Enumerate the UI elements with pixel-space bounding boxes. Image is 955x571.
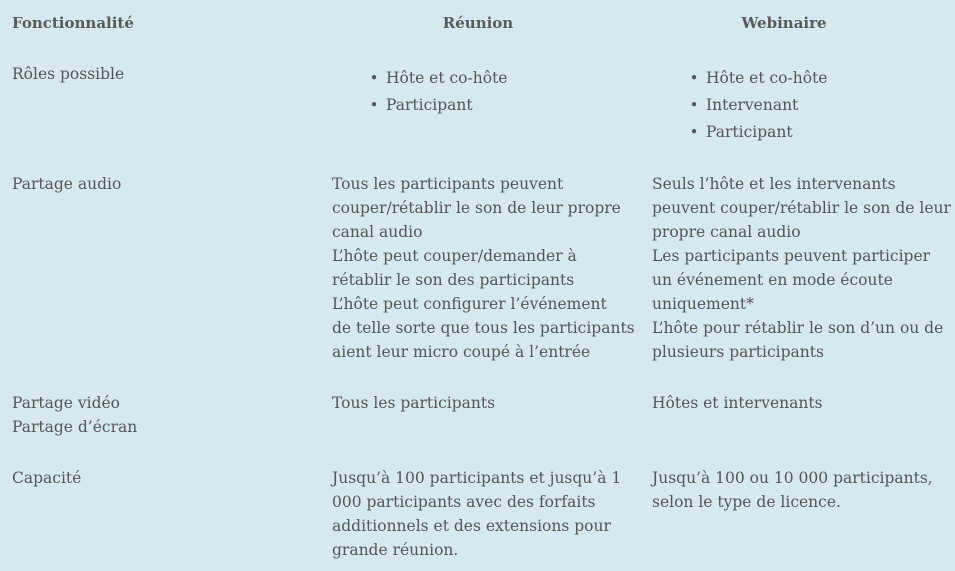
bullet-icon: • xyxy=(689,69,699,87)
capacity-webinar-text: Jusqu’à 100 ou 10 000 participants, selon le type de licence. xyxy=(652,469,933,511)
video-webinar-text: Hôtes et intervenants xyxy=(652,394,823,412)
video-meeting-text: Tous les participants xyxy=(332,394,496,412)
row-label-video: Partage vidéo Partage d’écran xyxy=(12,394,138,436)
list-item: • Participant xyxy=(362,92,507,119)
header-webinar: Webinaire xyxy=(741,14,827,32)
header-feature: Fonctionnalité xyxy=(12,14,134,32)
bullet-icon: • xyxy=(369,69,379,87)
audio-meeting-text: Tous les participants peuvent couper/rétablir le son de leur propre canal audio L’hôte peut couper/demander à rétablir le son des participants L’hôte peut configurer l’événement de telle sorte que tous les participants aient leur micro coupé à l’entrée xyxy=(332,175,635,361)
list-item: • Intervenant xyxy=(682,92,827,119)
list-item: • Hôte et co-hôte xyxy=(362,65,507,92)
row-label-roles: Rôles possible xyxy=(12,65,125,83)
header-meeting: Réunion xyxy=(442,14,514,32)
list-item: • Hôte et co-hôte xyxy=(682,65,827,92)
audio-webinar-text: Seuls l’hôte et les intervenants peuvent couper/rétablir le son de leur propre canal audio Les participants peuvent participer un événement en mode écoute uniquement* L’hôte pour rétablir le son d’un ou de plusieurs participants xyxy=(652,175,951,361)
row-label-audio: Partage audio xyxy=(12,175,122,193)
roles-webinar-list xyxy=(682,65,827,146)
bullet-icon: • xyxy=(369,96,379,114)
row-label-capacity: Capacité xyxy=(12,469,82,487)
list-item: • Participant xyxy=(682,119,827,146)
bullet-icon: • xyxy=(689,96,699,114)
roles-meeting-list xyxy=(362,65,507,119)
bullet-icon: • xyxy=(689,123,699,141)
capacity-meeting-text: Jusqu’à 100 participants et jusqu’à 1 000 participants avec des forfaits additionnels et des extensions pour grande réunion. xyxy=(332,469,622,559)
